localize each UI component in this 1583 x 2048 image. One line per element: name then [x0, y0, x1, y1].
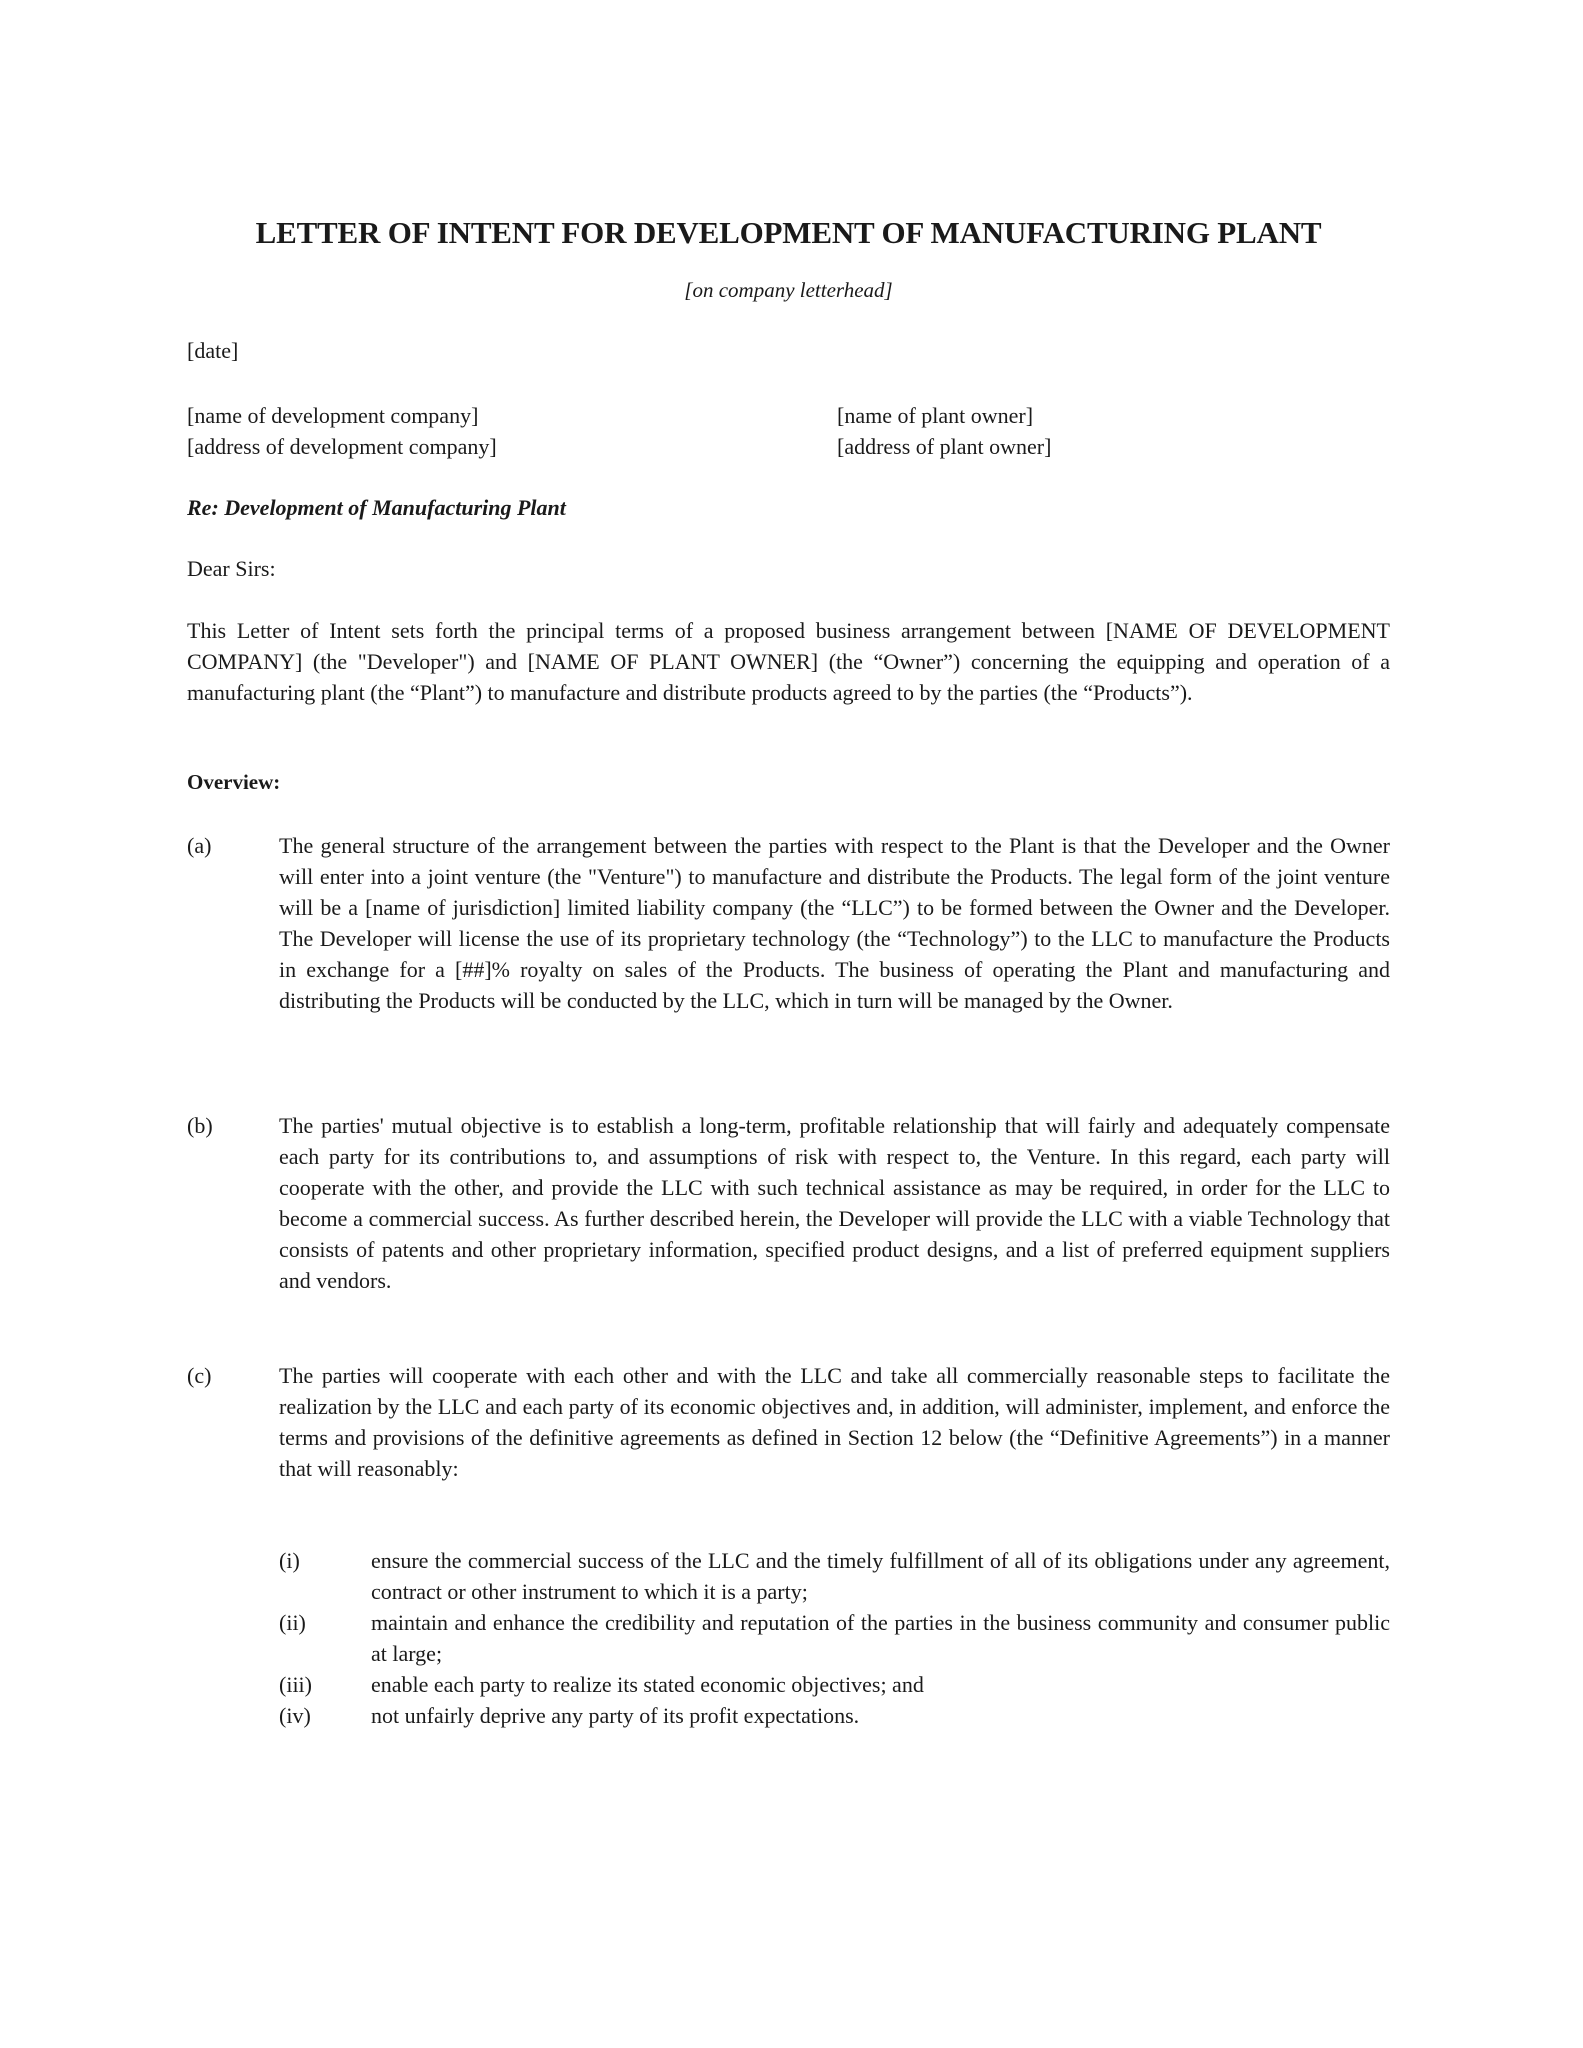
clause-c-sub-list	[279, 1545, 1390, 1731]
sub-item-label: (iv)	[279, 1703, 311, 1728]
clause-text: The general structure of the arrangement between the parties with respect to the Plant is that the Developer and the Owner will enter into a joint venture (the "Venture") to manufacture and distribute the Products. The legal form of the joint venture will be a [name of jurisdiction] limited liability company (the “LLC”) to be formed between the Owner and the Developer. The Developer will license the use of its proprietary technology (the “Technology”) to the LLC to manufacture the Products in exchange for a [##]% royalty on sales of the Products. The business of operating the Plant and manufacturing and distributing the Products will be conducted by the LLC, which in turn will be managed by the Owner.	[279, 833, 1390, 1013]
recipient-address-block	[837, 400, 1051, 462]
clause-text: The parties will cooperate with each other and with the LLC and take all commercially reasonable steps to facilitate the realization by the LLC and each party of its economic objectives and, in addition, will administer, implement, and enforce the terms and provisions of the definitive agreements as defined in Section 12 below (the “Definitive Agreements”) in a manner that will reasonably:	[279, 1363, 1390, 1481]
sub-item-label: (i)	[279, 1548, 300, 1573]
document-title: LETTER OF INTENT FOR DEVELOPMENT OF MANUFACTURING PLANT	[255, 215, 1322, 250]
letterhead-note: [on company letterhead]	[684, 278, 893, 302]
sub-item-label: (iii)	[279, 1672, 312, 1697]
overview-heading: Overview:	[187, 770, 281, 794]
sub-item-i	[279, 1545, 1390, 1607]
intro-paragraph: This Letter of Intent sets forth the principal terms of a proposed business arrangement between [NAME OF DEVELOPMENT COMPANY] (the "Developer") and [NAME OF PLANT OWNER] (the “Owner”) concerning the equipping and operation of a manufacturing plant (the “Plant”) to manufacture and distribute products agreed to by the parties (the “Products”).	[187, 618, 1390, 705]
sub-item-text: not unfairly deprive any party of its profit expectations.	[371, 1703, 860, 1728]
sender-address-block	[187, 400, 497, 462]
sub-item-text: enable each party to realize its stated economic objectives; and	[371, 1672, 924, 1697]
clause-label: (b)	[187, 1113, 213, 1138]
date-placeholder: [date]	[187, 338, 239, 363]
sub-item-iv	[279, 1700, 1390, 1731]
recipient-address: [address of plant owner]	[837, 434, 1052, 459]
sub-item-iii	[279, 1669, 1390, 1700]
sub-item-text: maintain and enhance the credibility and reputation of the parties in the business community and consumer public at large;	[371, 1610, 1390, 1666]
sub-item-text: ensure the commercial success of the LLC and the timely fulfillment of all of its obligations under any agreement, contract or other instrument to which it is a party;	[371, 1548, 1390, 1604]
clause-label: (c)	[187, 1363, 212, 1388]
clause-label: (a)	[187, 833, 212, 858]
clause-text: The parties' mutual objective is to establish a long-term, profitable relationship that will fairly and adequately compensate each party for its contributions to, and assumptions of risk with respect to, the Venture. In this regard, each party will cooperate with the other, and provide the LLC with such technical assistance as may be required, in order for the LLC to become a commercial success. As further described herein, the Developer will provide the LLC with a viable Technology that consists of patents and other proprietary information, specified product designs, and a list of preferred equipment suppliers and vendors.	[279, 1113, 1390, 1293]
recipient-name: [name of plant owner]	[837, 403, 1034, 428]
subject-line: Re: Development of Manufacturing Plant	[187, 495, 566, 520]
salutation: Dear Sirs:	[187, 556, 276, 581]
sub-item-label: (ii)	[279, 1610, 306, 1635]
sender-address: [address of development company]	[187, 434, 497, 459]
sender-name: [name of development company]	[187, 403, 479, 428]
sub-item-ii	[279, 1607, 1390, 1669]
